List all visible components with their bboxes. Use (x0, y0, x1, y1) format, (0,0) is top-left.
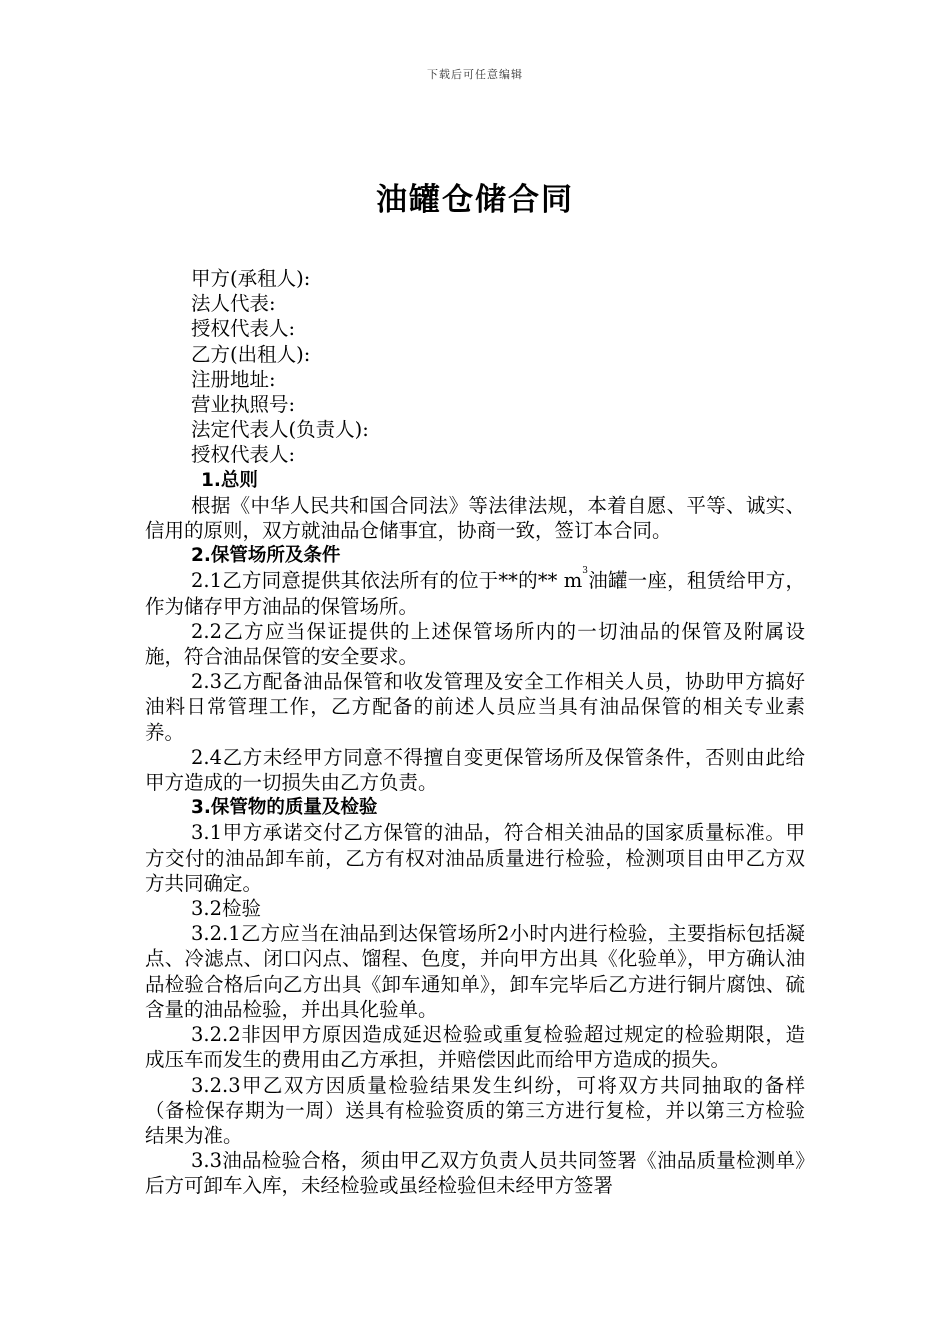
contract-body (145, 266, 805, 1199)
clause-1-text: 根据《中华人民共和国合同法》等法律法规，本着自愿、平等、诚实、信用的原则，双方就油品仓储事宜，协商一致，签订本合同。 (145, 493, 805, 543)
clause-2-1-text-a: 2.1乙方同意提供其依法所有的位于**的** m (191, 569, 583, 593)
party-line-tenant: 甲方(承租人): (191, 267, 311, 290)
section-heading-premises: 2.保管场所及条件 (191, 545, 341, 567)
party-line-authorized-rep-2: 授权代表人: (191, 443, 296, 467)
clause-3-3: 3.3油品检验合格，须由甲乙双方负责人员共同签署《油品质量检测单》后方可卸车入库，未经检验或虽经检验但未经甲方签署 (145, 1149, 805, 1198)
clause-2-3: 2.3乙方配备油品保管和收发管理及安全工作相关人员，协助甲方搞好油料日常管理工作，乙方配备的前述人员应当具有油品保管的相关专业素养。 (145, 670, 805, 744)
section-heading-quality: 3.保管物的质量及检验 (191, 797, 378, 819)
clause-2-1-superscript: 3 (582, 566, 588, 577)
party-line-legal-representative: 法定代表人(负责人): (191, 418, 369, 442)
clause-3-2-3: 3.2.3甲乙双方因质量检验结果发生纠纷，可将双方共同抽取的备样（备检保存期为一周）送具有检验资质的第三方进行复检，并以第三方检验结果为准。 (145, 1073, 805, 1147)
party-line-registered-address: 注册地址: (191, 367, 276, 391)
clause-3-2: 3.2检验 (191, 897, 262, 921)
clause-2-1 (145, 568, 805, 618)
clause-2-4: 2.4乙方未经甲方同意不得擅自变更保管场所及保管条件，否则由此给甲方造成的一切损失由乙方负责。 (145, 745, 805, 795)
party-line-lessor: 乙方(出租人): (191, 342, 311, 366)
section-heading-general: 1.总则 (201, 469, 258, 491)
clause-3-2-2: 3.2.2非因甲方原因造成延迟检验或重复检验超过规定的检验期限，造成压车而发生的费用由乙方承担，并赔偿因此而给甲方造成的损失。 (145, 1023, 805, 1072)
clause-3-2-1: 3.2.1乙方应当在油品到达保管场所2小时内进行检验，主要指标包括凝点、冷滤点、闭口闪点、馏程、色度，并向甲方出具《化验单》，甲方确认油品检验合格后向乙方出具《卸车通知单》，卸车完毕后乙方进行铜片腐蚀、硫含量的油品检验，并出具化验单。 (145, 922, 805, 1021)
clause-2-2: 2.2乙方应当保证提供的上述保管场所内的一切油品的保管及附属设施，符合油品保管的安全要求。 (145, 619, 805, 669)
party-line-business-license: 营业执照号: (191, 393, 296, 417)
clause-2-1-text-b: 油罐一座，租赁给甲方，作为储存甲方油品的保管场所。 (145, 569, 805, 618)
party-line-legal-rep: 法人代表: (191, 292, 276, 316)
header-note: 下载后可任意编辑 (427, 68, 523, 81)
clause-3-1: 3.1甲方承诺交付乙方保管的油品，符合相关油品的国家质量标准。甲方交付的油品卸车前，乙方有权对油品质量进行检验，检测项目由甲乙方双方共同确定。 (145, 821, 805, 895)
contract-title: 油罐仓储合同 (376, 182, 574, 218)
party-line-authorized-rep: 授权代表人: (191, 317, 296, 341)
